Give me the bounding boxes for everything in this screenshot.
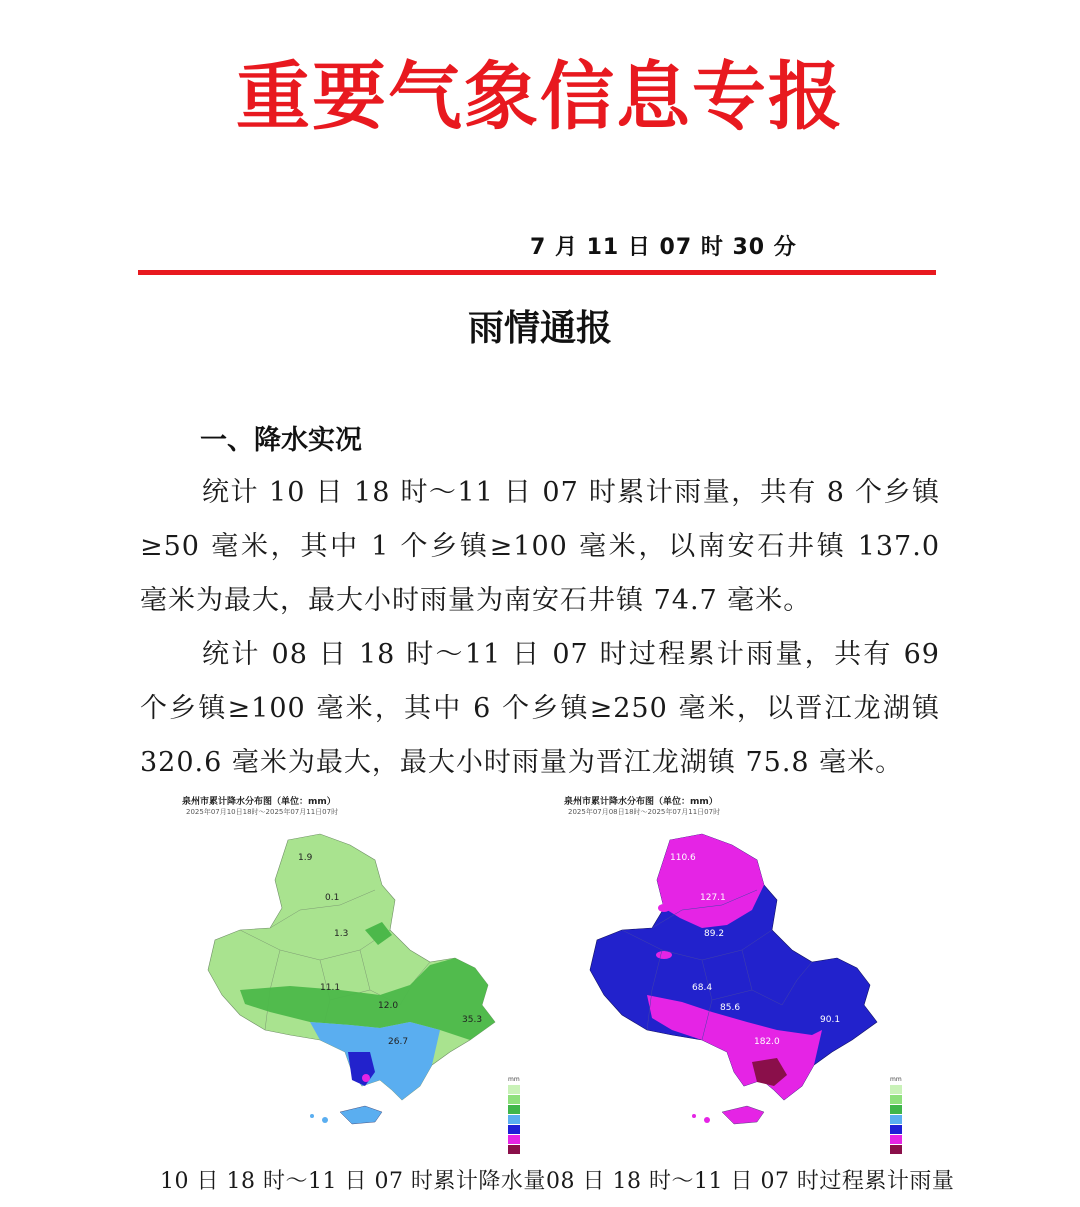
- issue-time: 7 月 11 日 07 时 30 分: [530, 235, 797, 260]
- red-divider: [138, 270, 936, 275]
- legend-swatch: [890, 1145, 902, 1154]
- map-graphic: [170, 790, 540, 1150]
- map-subtitle: 2025年07月08日18时～2025年07月11日07时: [568, 808, 721, 816]
- map-caption-left: 10 日 18 时～11 日 07 时累计降水量: [160, 1169, 546, 1194]
- legend-swatch: [890, 1125, 902, 1134]
- paragraph-1: 统计 10 日 18 时～11 日 07 时累计雨量，共有 8 个乡镇≥50 毫米，其中 1 个乡镇≥100 毫米，以南安石井镇 137.0 毫米为最大，最大小时雨量为南安石井镇 74.7 毫米。: [140, 477, 940, 616]
- map-caption-right: 08 日 18 时～11 日 07 时过程累计雨量: [546, 1169, 955, 1194]
- map-value-label: 127.1: [700, 893, 726, 903]
- legend-swatch: [508, 1105, 520, 1114]
- map-value-label: 1.3: [334, 929, 349, 939]
- map-value-label: 110.6: [670, 853, 696, 863]
- legend-swatch: [508, 1095, 520, 1104]
- map-subtitle: 2025年07月10日18时～2025年07月11日07时: [186, 808, 339, 816]
- map-legend: [508, 1076, 530, 1155]
- section-heading: 一、降水实况: [200, 425, 362, 456]
- map-value-label: 26.7: [388, 1037, 409, 1047]
- legend-unit: mm: [890, 1076, 902, 1083]
- map-legend: [890, 1076, 912, 1155]
- map-title: 泉州市累计降水分布图（单位：mm）: [564, 797, 718, 807]
- map-value-label: 85.6: [720, 1003, 741, 1013]
- map-value-label: 90.1: [820, 1015, 841, 1025]
- notice-title: 雨情通报: [467, 308, 612, 349]
- map-value-label: 0.1: [325, 893, 340, 903]
- map-value-label: 68.4: [692, 983, 713, 993]
- legend-unit: mm: [508, 1076, 520, 1083]
- legend-swatch: [508, 1085, 520, 1094]
- headline: 重要气象信息专报: [236, 54, 844, 140]
- map-value-label: 182.0: [754, 1037, 780, 1047]
- legend-swatch: [890, 1105, 902, 1114]
- map-value-label: 89.2: [704, 929, 725, 939]
- legend-swatch: [890, 1085, 902, 1094]
- rainfall-map-right: [552, 790, 922, 1150]
- legend-swatch: [890, 1115, 902, 1124]
- legend-swatch: [890, 1135, 902, 1144]
- map-value-label: 35.3: [462, 1015, 483, 1025]
- legend-swatch: [508, 1135, 520, 1144]
- map-value-label: 12.0: [378, 1001, 399, 1011]
- map-graphic: [552, 790, 922, 1150]
- map-title: 泉州市累计降水分布图（单位：mm）: [182, 797, 336, 807]
- rainfall-map-left: [170, 790, 540, 1150]
- legend-swatch: [508, 1115, 520, 1124]
- legend-swatch: [508, 1145, 520, 1154]
- paragraph-2: 统计 08 日 18 时～11 日 07 时过程累计雨量，共有 69 个乡镇≥100 毫米，其中 6 个乡镇≥250 毫米，以晋江龙湖镇 320.6 毫米为最大，最大小时雨量为晋江龙湖镇 75.8 毫米。: [140, 639, 940, 778]
- legend-swatch: [508, 1125, 520, 1134]
- map-value-label: 1.9: [298, 853, 313, 863]
- map-value-label: 11.1: [320, 983, 341, 993]
- legend-swatch: [890, 1095, 902, 1104]
